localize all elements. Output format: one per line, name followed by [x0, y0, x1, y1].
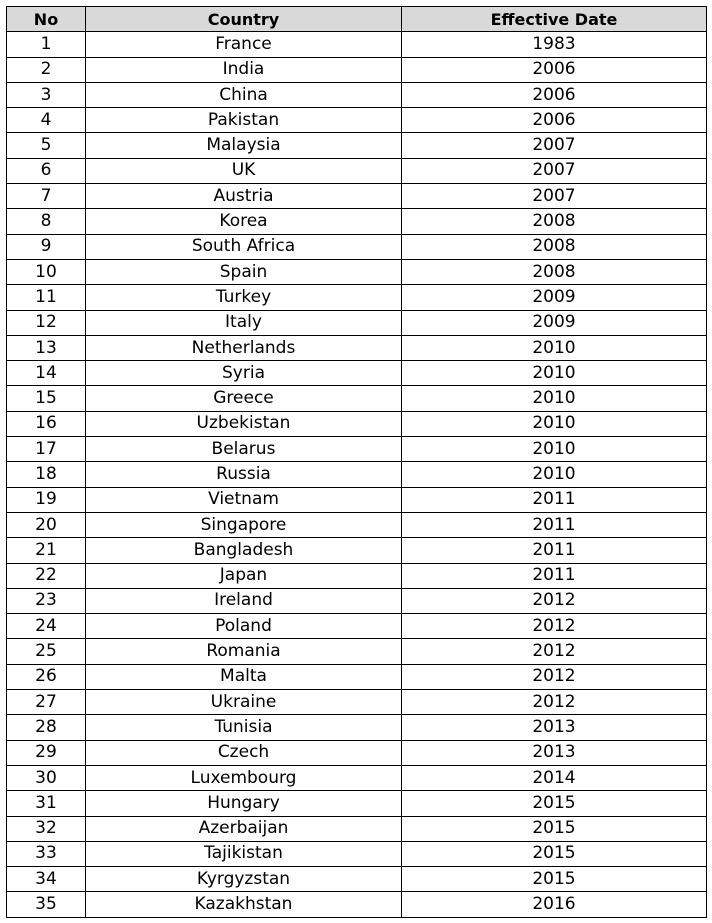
cell-country: Malaysia — [86, 133, 402, 158]
country-effective-date-table — [6, 6, 707, 918]
cell-country: Tajikistan — [86, 841, 402, 866]
cell-country: China — [86, 82, 402, 107]
cell-country: Greece — [86, 386, 402, 411]
cell-effective-date: 2013 — [402, 740, 707, 765]
table-row — [7, 57, 707, 82]
table-row — [7, 715, 707, 740]
cell-no: 30 — [7, 765, 86, 790]
cell-effective-date: 2010 — [402, 335, 707, 360]
cell-country: Turkey — [86, 285, 402, 310]
cell-effective-date: 2015 — [402, 816, 707, 841]
cell-effective-date: 2008 — [402, 259, 707, 284]
cell-effective-date: 2010 — [402, 361, 707, 386]
cell-no: 16 — [7, 411, 86, 436]
cell-country: Japan — [86, 563, 402, 588]
cell-no: 20 — [7, 512, 86, 537]
cell-country: South Africa — [86, 234, 402, 259]
table-row — [7, 791, 707, 816]
cell-no: 7 — [7, 184, 86, 209]
cell-no: 35 — [7, 892, 86, 917]
table-row — [7, 335, 707, 360]
cell-effective-date: 2006 — [402, 82, 707, 107]
cell-no: 14 — [7, 361, 86, 386]
cell-country: Singapore — [86, 512, 402, 537]
cell-no: 3 — [7, 82, 86, 107]
table-row — [7, 133, 707, 158]
cell-country: Kazakhstan — [86, 892, 402, 917]
cell-country: Netherlands — [86, 335, 402, 360]
cell-no: 33 — [7, 841, 86, 866]
cell-country: Hungary — [86, 791, 402, 816]
cell-no: 11 — [7, 285, 86, 310]
cell-no: 10 — [7, 259, 86, 284]
cell-effective-date: 2011 — [402, 563, 707, 588]
cell-country: Luxembourg — [86, 765, 402, 790]
cell-effective-date: 2011 — [402, 512, 707, 537]
table-row — [7, 158, 707, 183]
table-row — [7, 310, 707, 335]
cell-country: Austria — [86, 184, 402, 209]
cell-country: India — [86, 57, 402, 82]
cell-country: Vietnam — [86, 487, 402, 512]
table-row — [7, 841, 707, 866]
cell-no: 18 — [7, 462, 86, 487]
table-row — [7, 184, 707, 209]
cell-no: 27 — [7, 690, 86, 715]
cell-no: 2 — [7, 57, 86, 82]
cell-effective-date: 2010 — [402, 386, 707, 411]
column-header-country: Country — [86, 7, 402, 32]
cell-no: 31 — [7, 791, 86, 816]
cell-effective-date: 2008 — [402, 209, 707, 234]
table-row — [7, 386, 707, 411]
cell-no: 9 — [7, 234, 86, 259]
table-row — [7, 32, 707, 57]
table-row — [7, 108, 707, 133]
cell-no: 19 — [7, 487, 86, 512]
cell-effective-date: 2010 — [402, 462, 707, 487]
cell-effective-date: 2012 — [402, 614, 707, 639]
cell-effective-date: 2012 — [402, 690, 707, 715]
table-header-row — [7, 7, 707, 32]
table-row — [7, 639, 707, 664]
cell-effective-date: 2007 — [402, 133, 707, 158]
cell-country: Ireland — [86, 588, 402, 613]
cell-effective-date: 2015 — [402, 791, 707, 816]
cell-country: UK — [86, 158, 402, 183]
cell-country: Pakistan — [86, 108, 402, 133]
table-row — [7, 892, 707, 917]
cell-country: Russia — [86, 462, 402, 487]
cell-no: 12 — [7, 310, 86, 335]
cell-no: 24 — [7, 614, 86, 639]
cell-country: Italy — [86, 310, 402, 335]
cell-no: 28 — [7, 715, 86, 740]
cell-no: 22 — [7, 563, 86, 588]
cell-effective-date: 2010 — [402, 411, 707, 436]
table-row — [7, 614, 707, 639]
table-row — [7, 816, 707, 841]
cell-effective-date: 2007 — [402, 158, 707, 183]
cell-effective-date: 2016 — [402, 892, 707, 917]
column-header-effective-date: Effective Date — [402, 7, 707, 32]
table-row — [7, 209, 707, 234]
cell-no: 13 — [7, 335, 86, 360]
table-row — [7, 82, 707, 107]
cell-no: 34 — [7, 867, 86, 892]
cell-country: Czech — [86, 740, 402, 765]
cell-country: Syria — [86, 361, 402, 386]
cell-effective-date: 2006 — [402, 57, 707, 82]
cell-no: 17 — [7, 437, 86, 462]
cell-country: Spain — [86, 259, 402, 284]
table-row — [7, 487, 707, 512]
cell-effective-date: 2012 — [402, 664, 707, 689]
cell-effective-date: 2009 — [402, 285, 707, 310]
cell-effective-date: 2011 — [402, 487, 707, 512]
cell-country: Tunisia — [86, 715, 402, 740]
table-body — [7, 32, 707, 917]
cell-effective-date: 2009 — [402, 310, 707, 335]
cell-country: France — [86, 32, 402, 57]
cell-no: 5 — [7, 133, 86, 158]
table-row — [7, 259, 707, 284]
cell-country: Malta — [86, 664, 402, 689]
table-row — [7, 765, 707, 790]
cell-country: Korea — [86, 209, 402, 234]
table-row — [7, 588, 707, 613]
cell-no: 8 — [7, 209, 86, 234]
cell-country: Belarus — [86, 437, 402, 462]
table-row — [7, 411, 707, 436]
cell-effective-date: 2006 — [402, 108, 707, 133]
table-row — [7, 361, 707, 386]
cell-country: Azerbaijan — [86, 816, 402, 841]
table-row — [7, 437, 707, 462]
column-header-no: No — [7, 7, 86, 32]
table-row — [7, 690, 707, 715]
cell-no: 23 — [7, 588, 86, 613]
cell-effective-date: 2011 — [402, 538, 707, 563]
table-row — [7, 512, 707, 537]
cell-no: 29 — [7, 740, 86, 765]
cell-no: 15 — [7, 386, 86, 411]
cell-no: 4 — [7, 108, 86, 133]
cell-no: 21 — [7, 538, 86, 563]
cell-no: 25 — [7, 639, 86, 664]
table-row — [7, 462, 707, 487]
cell-effective-date: 2010 — [402, 437, 707, 462]
table-row — [7, 664, 707, 689]
cell-country: Ukraine — [86, 690, 402, 715]
cell-effective-date: 2014 — [402, 765, 707, 790]
cell-effective-date: 2012 — [402, 639, 707, 664]
cell-effective-date: 2008 — [402, 234, 707, 259]
cell-no: 32 — [7, 816, 86, 841]
cell-no: 6 — [7, 158, 86, 183]
cell-effective-date: 2015 — [402, 867, 707, 892]
table-row — [7, 538, 707, 563]
cell-effective-date: 2007 — [402, 184, 707, 209]
cell-no: 1 — [7, 32, 86, 57]
cell-effective-date: 2013 — [402, 715, 707, 740]
cell-effective-date: 2015 — [402, 841, 707, 866]
cell-effective-date: 2012 — [402, 588, 707, 613]
cell-country: Poland — [86, 614, 402, 639]
table-row — [7, 234, 707, 259]
cell-country: Romania — [86, 639, 402, 664]
table-row — [7, 563, 707, 588]
table-row — [7, 285, 707, 310]
table-row — [7, 740, 707, 765]
cell-country: Bangladesh — [86, 538, 402, 563]
cell-country: Kyrgyzstan — [86, 867, 402, 892]
cell-no: 26 — [7, 664, 86, 689]
cell-country: Uzbekistan — [86, 411, 402, 436]
cell-effective-date: 1983 — [402, 32, 707, 57]
table-row — [7, 867, 707, 892]
